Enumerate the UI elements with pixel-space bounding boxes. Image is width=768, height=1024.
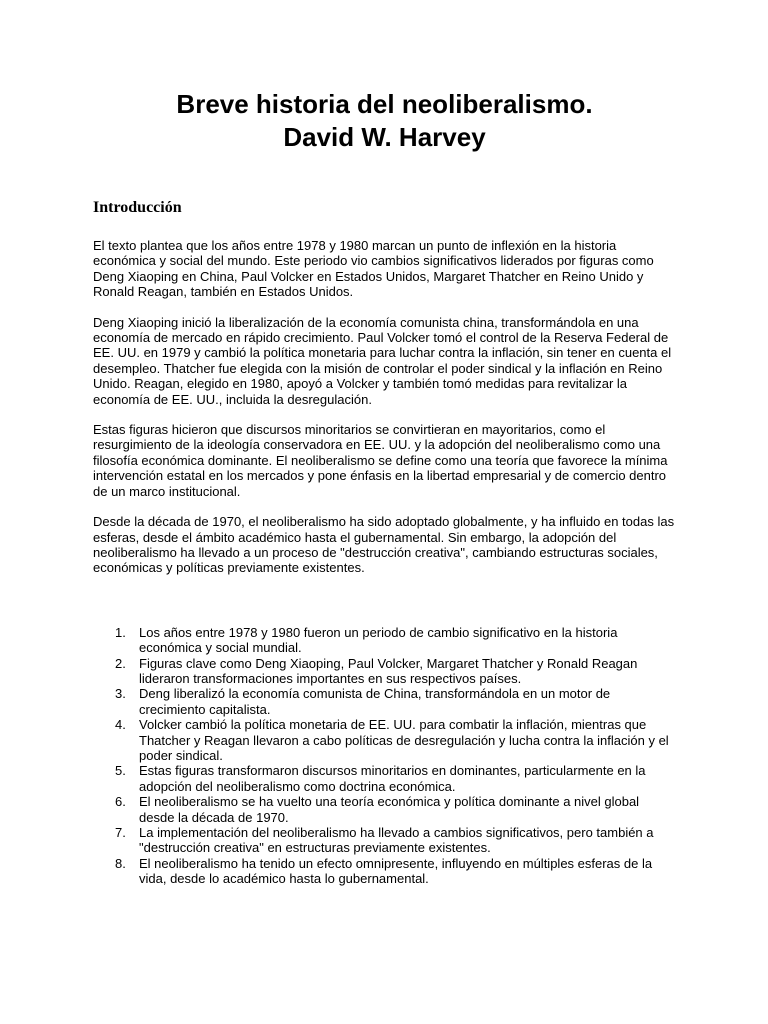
title-line-1: Breve historia del neoliberalismo. <box>176 89 593 119</box>
list-item-text: Estas figuras transformaron discursos minoritarios en dominantes, particularmente en la adopción del neoliberalismo como doctrina económica. <box>139 763 646 794</box>
summary-list <box>93 625 676 887</box>
list-item <box>115 717 676 763</box>
list-item <box>115 825 676 856</box>
list-item <box>115 686 676 717</box>
list-item-number: 3. <box>115 686 126 702</box>
list-item-text: Los años entre 1978 y 1980 fueron un periodo de cambio significativo en la historia económica y social mundial. <box>139 624 618 656</box>
paragraph-2: Deng Xiaoping inició la liberalización de la economía comunista china, transformándola en una economía de mercado en rápido crecimiento. Paul Volcker tomó el control de la Reserva Federal de EE. UU. en 1979 y cambió la política monetaria para luchar contra la inflación, sin tener en cuenta el desempleo. Thatcher fue elegida con la misión de controlar el poder sindical y la inflación en Reino Unido. Reagan, elegido en 1980, apoyó a Volcker y también tomó medidas para revitalizar la economía de EE. UU., incluida la desregulación. <box>93 314 672 407</box>
paragraph-4: Desde la década de 1970, el neoliberalismo ha sido adoptado globalmente, y ha influido en todas las esferas, desde el ámbito académico hasta el gubernamental. Sin embargo, la adopción del neoliberalismo ha llevado a un proceso de "destrucción creativa", cambiando estructuras sociales, económicas y políticas previamente existentes. <box>93 514 675 576</box>
list-item-text: El neoliberalismo ha tenido un efecto omnipresente, influyendo en múltiples esferas de la vida, desde lo académico hasta lo gubernamental. <box>139 855 653 887</box>
list-item-number: 8. <box>115 855 126 871</box>
list-item <box>115 655 676 687</box>
list-item-text: Deng liberalizó la economía comunista de China, transformándola en un motor de crecimiento capitalista. <box>139 686 611 717</box>
list-item-text: El neoliberalismo se ha vuelto una teoría económica y política dominante a nivel global desde la década de 1970. <box>139 794 640 825</box>
title-line-2: David W. Harvey <box>283 122 486 152</box>
paragraph-3: Estas figuras hicieron que discursos minoritarios se convirtieran en mayoritarios, como el resurgimiento de la ideología conservadora en EE. UU. y la adopción del neoliberalismo como una filosofía económica dominante. El neoliberalismo se define como una teoría que favorece la mínima intervención estatal en los mercados y pone énfasis en la libertad empresarial y de comercio dentro de un marco institucional. <box>93 422 668 499</box>
list-item-number: 1. <box>115 624 126 640</box>
list-item-number: 7. <box>115 825 126 840</box>
list-item <box>115 763 676 794</box>
paragraph-1: El texto plantea que los años entre 1978 y 1980 marcan un punto de inflexión en la historia económica y social del mundo. Este periodo vio cambios significativos liderados por figuras como Deng Xiaoping en China, Paul Volcker en Estados Unidos, Margaret Thatcher en Reino Unido y Ronald Reagan, también en Estados Unidos. <box>93 238 654 300</box>
document-title <box>93 88 676 154</box>
list-item-text: La implementación del neoliberalismo ha llevado a cambios significativos, pero también a "destrucción creativa" en estructuras previamente existentes. <box>139 825 654 856</box>
list-item-text: Figuras clave como Deng Xiaoping, Paul Volcker, Margaret Thatcher y Ronald Reagan lideraron transformaciones importantes en sus respectivos países. <box>139 655 638 686</box>
list-item-number: 2. <box>115 655 126 671</box>
list-item-number: 5. <box>115 763 126 779</box>
intro-body <box>93 238 676 576</box>
list-item-text: Volcker cambió la política monetaria de EE. UU. para combatir la inflación, mientras que Thatcher y Reagan llevaron a cabo políticas de desregulación y lucha contra la inflación y el poder sindical. <box>139 717 669 763</box>
list-item <box>115 624 676 656</box>
list-item <box>115 794 676 825</box>
list-item <box>115 855 676 887</box>
section-heading: Introducción <box>93 199 182 216</box>
list-item-number: 6. <box>115 794 126 810</box>
list-item-number: 4. <box>115 717 126 733</box>
